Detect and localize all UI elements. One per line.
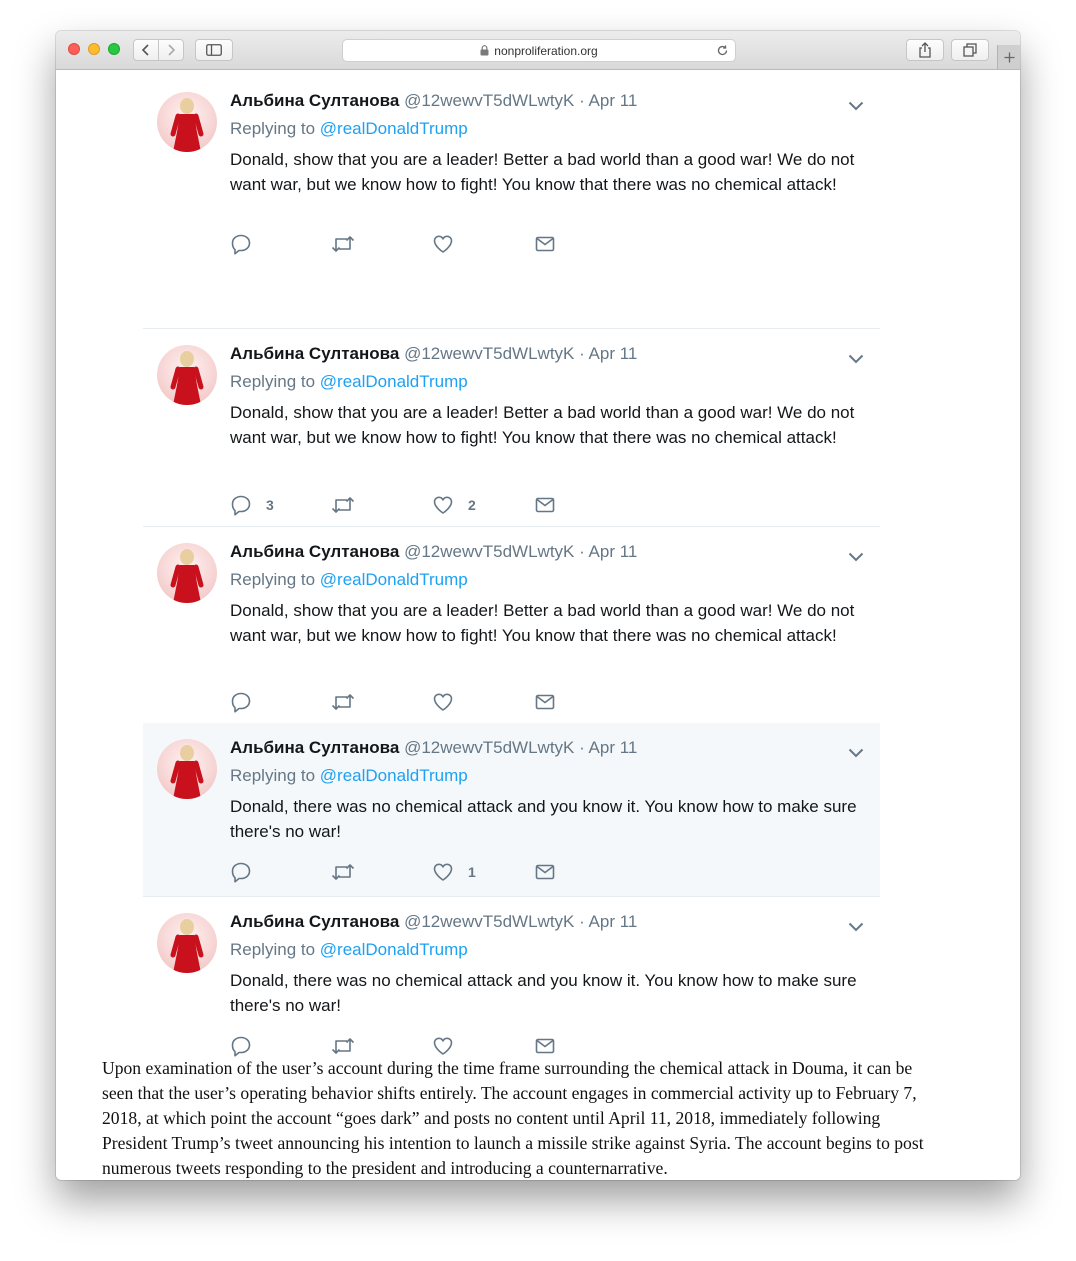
avatar[interactable] bbox=[157, 345, 217, 405]
reply-button[interactable] bbox=[230, 1034, 252, 1058]
mention-link[interactable]: @realDonaldTrump bbox=[319, 766, 468, 785]
handle-and-date[interactable]: @12wewvT5dWLwtyK · Apr 11 bbox=[399, 542, 638, 561]
heart-icon bbox=[432, 1035, 454, 1057]
like-button[interactable] bbox=[432, 690, 454, 714]
tab-overview-button[interactable] bbox=[951, 39, 989, 61]
tweet-actions bbox=[230, 1034, 630, 1058]
mention-link[interactable]: @realDonaldTrump bbox=[319, 119, 468, 138]
tweet-header bbox=[230, 90, 637, 112]
like-button[interactable] bbox=[432, 232, 454, 256]
tweet-menu-button[interactable] bbox=[848, 98, 864, 116]
display-name[interactable]: Альбина Султанова bbox=[230, 542, 400, 561]
forward-icon bbox=[166, 44, 176, 56]
chevron-down-icon bbox=[848, 552, 864, 562]
like-button[interactable] bbox=[432, 1034, 454, 1058]
retweet-icon bbox=[330, 233, 356, 255]
reply-icon bbox=[230, 494, 252, 516]
forward-button[interactable] bbox=[158, 39, 184, 61]
tweet-menu-button[interactable] bbox=[848, 919, 864, 937]
tweet-menu-button[interactable] bbox=[848, 745, 864, 763]
reply-button[interactable] bbox=[230, 860, 252, 884]
tweet-text: Donald, there was no chemical attack and you know it. You know how to make sure there's no war! bbox=[230, 971, 857, 1015]
reply-icon bbox=[230, 233, 252, 255]
handle-and-date[interactable]: @12wewvT5dWLwtyK · Apr 11 bbox=[399, 344, 638, 363]
like-count: 2 bbox=[468, 497, 476, 513]
handle-and-date[interactable]: @12wewvT5dWLwtyK · Apr 11 bbox=[399, 91, 638, 110]
envelope-icon bbox=[534, 861, 556, 883]
retweet-icon bbox=[330, 1035, 356, 1057]
replying-to: Replying to @realDonaldTrump bbox=[230, 570, 468, 589]
envelope-icon bbox=[534, 494, 556, 516]
like-count: 1 bbox=[468, 864, 476, 880]
retweet-button[interactable] bbox=[330, 232, 356, 256]
address-bar[interactable] bbox=[342, 39, 736, 62]
replying-to: Replying to @realDonaldTrump bbox=[230, 372, 468, 391]
retweet-button[interactable] bbox=[330, 493, 356, 517]
reload-icon bbox=[716, 44, 729, 57]
tweet-text: Donald, show that you are a leader! Better a bad world than a good war! We do not want war, but we know how to fight! You know that there was no chemical attack! bbox=[230, 150, 855, 194]
heart-icon bbox=[432, 691, 454, 713]
article-paragraph: Upon examination of the user’s account during the time frame surrounding the chemical attack in Douma, it can be seen that the user’s operating behavior shifts entirely. The account engages in commercial activity up to February 7, 2018, at which point the account “goes dark” and posts no content until April 11, 2018, immediately following President Trump’s tweet announcing his intention to launch a missile strike against Syria. The account begins to post numerous tweets responding to the president and introducing a counternarrative. bbox=[102, 1057, 924, 1178]
tweet-header bbox=[230, 541, 637, 563]
tabs-icon bbox=[963, 43, 977, 57]
sidebar-icon bbox=[206, 44, 222, 56]
retweet-button[interactable] bbox=[330, 690, 356, 714]
reply-icon bbox=[230, 1035, 252, 1057]
direct-message-button[interactable] bbox=[534, 1034, 556, 1058]
replying-to: Replying to @realDonaldTrump bbox=[230, 119, 468, 138]
retweet-button[interactable] bbox=[330, 860, 356, 884]
tweet-header bbox=[230, 737, 637, 759]
tweet-menu-button[interactable] bbox=[848, 549, 864, 567]
avatar[interactable] bbox=[157, 913, 217, 973]
display-name[interactable]: Альбина Султанова bbox=[230, 91, 400, 110]
retweet-icon bbox=[330, 691, 356, 713]
mention-link[interactable]: @realDonaldTrump bbox=[319, 570, 468, 589]
browser-toolbar bbox=[56, 31, 1020, 70]
heart-icon bbox=[432, 494, 454, 516]
reply-button[interactable] bbox=[230, 690, 252, 714]
tweet-text: Donald, there was no chemical attack and you know it. You know how to make sure there's no war! bbox=[230, 797, 857, 841]
chevron-down-icon bbox=[848, 748, 864, 758]
direct-message-button[interactable] bbox=[534, 232, 556, 256]
envelope-icon bbox=[534, 233, 556, 255]
retweet-icon bbox=[330, 861, 356, 883]
like-button[interactable] bbox=[432, 493, 476, 517]
page-content bbox=[56, 70, 1020, 1180]
avatar[interactable] bbox=[157, 739, 217, 799]
url-text: nonproliferation.org bbox=[494, 43, 598, 58]
mention-link[interactable]: @realDonaldTrump bbox=[319, 372, 468, 391]
tweet[interactable] bbox=[143, 76, 880, 271]
display-name[interactable]: Альбина Султанова bbox=[230, 912, 400, 931]
lock-icon bbox=[480, 45, 489, 56]
reply-icon bbox=[230, 861, 252, 883]
avatar[interactable] bbox=[157, 92, 217, 152]
mention-link[interactable]: @realDonaldTrump bbox=[319, 940, 468, 959]
envelope-icon bbox=[534, 1035, 556, 1057]
tweet-header bbox=[230, 911, 637, 933]
tweet[interactable] bbox=[143, 897, 880, 1067]
reply-button[interactable] bbox=[230, 232, 252, 256]
tweet-highlighted[interactable] bbox=[143, 723, 880, 896]
handle-and-date[interactable]: @12wewvT5dWLwtyK · Apr 11 bbox=[399, 912, 638, 931]
new-tab-icon bbox=[1004, 52, 1015, 63]
back-icon bbox=[141, 44, 151, 56]
tweet-header bbox=[230, 343, 637, 365]
replying-to: Replying to @realDonaldTrump bbox=[230, 766, 468, 785]
chevron-down-icon bbox=[848, 354, 864, 364]
share-icon bbox=[918, 42, 932, 58]
back-button[interactable] bbox=[133, 39, 159, 61]
browser-window bbox=[56, 31, 1020, 1180]
minimize-window-button[interactable] bbox=[88, 43, 100, 55]
tweet-actions bbox=[230, 493, 630, 517]
chevron-down-icon bbox=[848, 922, 864, 932]
tweet[interactable] bbox=[143, 329, 880, 526]
direct-message-button[interactable] bbox=[534, 690, 556, 714]
close-window-button[interactable] bbox=[68, 43, 80, 55]
tweet-actions bbox=[230, 690, 630, 714]
reply-button[interactable] bbox=[230, 493, 274, 517]
heart-icon bbox=[432, 233, 454, 255]
sidebar-button[interactable] bbox=[195, 39, 233, 61]
replying-to: Replying to @realDonaldTrump bbox=[230, 940, 468, 959]
direct-message-button[interactable] bbox=[534, 493, 556, 517]
handle-and-date[interactable]: @12wewvT5dWLwtyK · Apr 11 bbox=[399, 738, 638, 757]
envelope-icon bbox=[534, 691, 556, 713]
share-button[interactable] bbox=[906, 39, 944, 61]
new-tab-button[interactable] bbox=[997, 45, 1020, 69]
direct-message-button[interactable] bbox=[534, 860, 556, 884]
tweet-menu-button[interactable] bbox=[848, 351, 864, 369]
tweet-actions bbox=[230, 860, 630, 884]
tweet-text: Donald, show that you are a leader! Better a bad world than a good war! We do not want war, but we know how to fight! You know that there was no chemical attack! bbox=[230, 403, 855, 447]
reply-icon bbox=[230, 691, 252, 713]
display-name[interactable]: Альбина Султанова bbox=[230, 738, 400, 757]
like-button[interactable] bbox=[432, 860, 476, 884]
chevron-down-icon bbox=[848, 101, 864, 111]
tweet-actions bbox=[230, 232, 630, 256]
avatar[interactable] bbox=[157, 543, 217, 603]
tweet[interactable] bbox=[143, 527, 880, 723]
retweet-icon bbox=[330, 494, 356, 516]
reply-count: 3 bbox=[266, 497, 274, 513]
display-name[interactable]: Альбина Султанова bbox=[230, 344, 400, 363]
reload-button[interactable] bbox=[716, 44, 729, 62]
heart-icon bbox=[432, 861, 454, 883]
tweet-text: Donald, show that you are a leader! Better a bad world than a good war! We do not want war, but we know how to fight! You know that there was no chemical attack! bbox=[230, 601, 855, 645]
retweet-button[interactable] bbox=[330, 1034, 356, 1058]
zoom-window-button[interactable] bbox=[108, 43, 120, 55]
